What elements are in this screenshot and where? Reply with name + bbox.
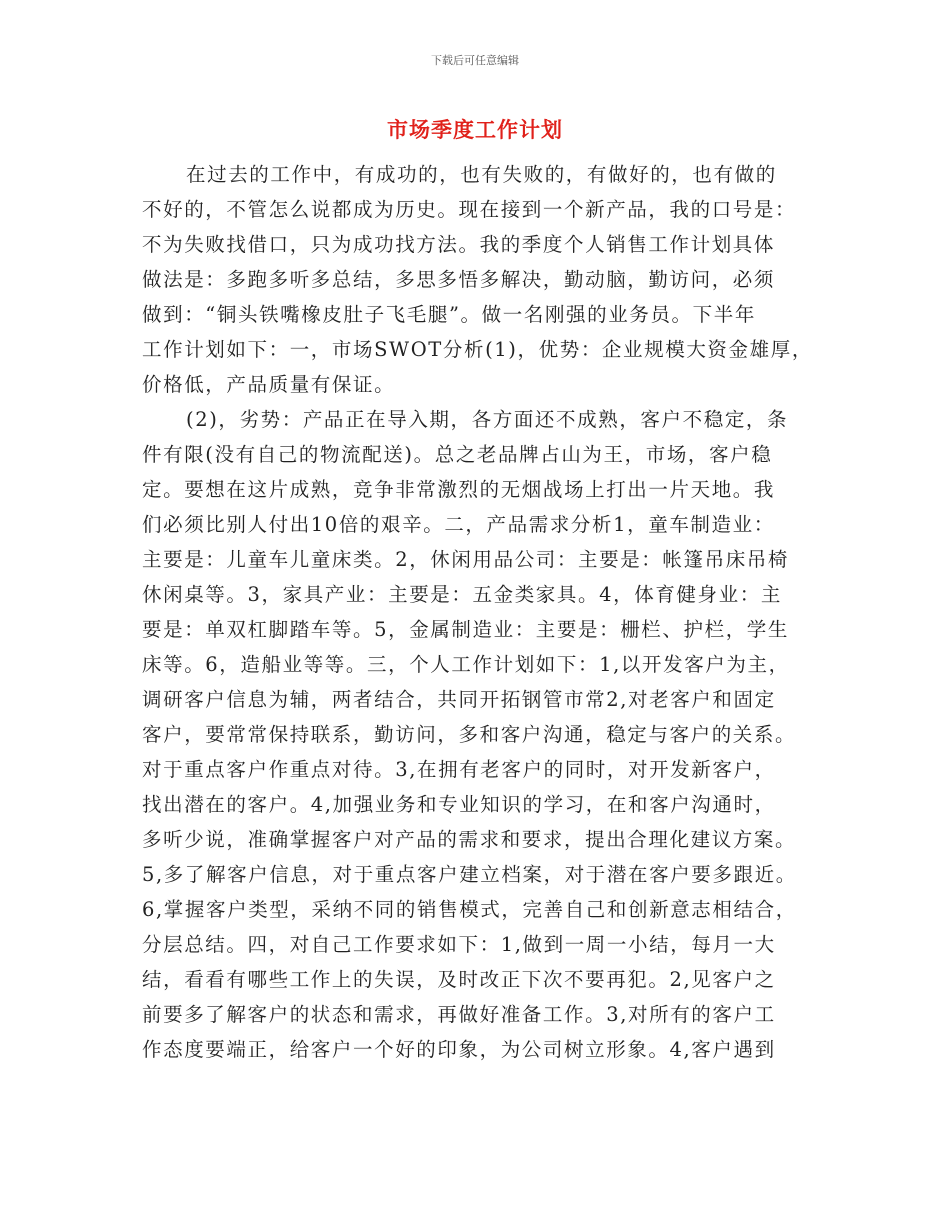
paragraph-line: 床等。6，造船业等等。三，个人工作计划如下：1,以开发客户为主，	[142, 653, 790, 676]
paragraph-line: 主要是：儿童车儿童床类。2，休闲用品公司：主要是：帐篷吊床吊椅	[142, 548, 790, 571]
paragraph-line: 定。要想在这片成熟，竞争非常激烈的无烟战场上打出一片天地。我	[142, 478, 776, 501]
paragraph-line: 调研客户信息为辅，两者结合，共同开拓钢管市常2,对老客户和固定	[142, 688, 776, 711]
paragraph-line: 不为失败找借口，只为成功找方法。我的季度个人销售工作计划具体	[142, 233, 776, 256]
paragraph-line: 在过去的工作中，有成功的，也有失败的，有做好的，也有做的	[186, 163, 777, 186]
paragraph-line: 前要多了解客户的状态和需求，再做好准备工作。3,对所有的客户工	[142, 1003, 776, 1026]
paragraph-line: 们必须比别人付出10倍的艰辛。二，产品需求分析1，童车制造业：	[142, 513, 775, 536]
paragraph-line: 对于重点客户作重点对待。3,在拥有老客户的同时，对开发新客户，	[142, 758, 776, 781]
paragraph-line: 件有限(没有自己的物流配送)。总之老品牌占山为王，市场，客户稳	[142, 443, 773, 466]
paragraph-line: 结，看看有哪些工作上的失误，及时改正下次不要再犯。2,见客户之	[142, 968, 776, 991]
paragraph-line: 价格低，产品质量有保证。	[142, 373, 396, 396]
paragraph-line: 不好的，不管怎么说都成为历史。现在接到一个新产品，我的口号是：	[142, 198, 797, 221]
paragraph-line: 5,多了解客户信息，对于重点客户建立档案，对于潜在客户要多跟近。	[142, 863, 797, 886]
paragraph-line: 6,掌握客户类型，采纳不同的销售模式，完善自己和创新意志相结合，	[142, 898, 797, 921]
paragraph-line: 多听少说，准确掌握客户对产品的需求和要求，提出合理化建议方案。	[142, 828, 797, 851]
paragraph-line: 要是：单双杠脚踏车等。5，金属制造业：主要是：栅栏、护栏，学生	[142, 618, 790, 641]
paragraph-line: 做到：“铜头铁嘴橡皮肚子飞毛腿”。做一名刚强的业务员。下半年	[142, 303, 756, 326]
paragraph-line: 客户，要常常保持联系，勤访问，多和客户沟通，稳定与客户的关系。	[142, 723, 797, 746]
header-note: 下载后可任意编辑	[431, 54, 519, 67]
paragraph-line: 分层总结。四，对自己工作要求如下：1,做到一周一小结，每月一大	[142, 933, 776, 956]
document-body	[142, 157, 822, 1067]
paragraph-line: 找出潜在的客户。4,加强业务和专业知识的学习，在和客户沟通时，	[142, 793, 776, 816]
document-title: 市场季度工作计划	[387, 118, 563, 142]
paragraph-line: 作态度要端正，给客户一个好的印象，为公司树立形象。4,客户遇到	[142, 1038, 776, 1061]
paragraph-line: 做法是：多跑多听多总结，多思多悟多解决，勤动脑，勤访问，必须	[142, 268, 776, 291]
paragraph-line: 工作计划如下：一，市场SWOT分析(1)，优势：企业规模大资金雄厚，	[142, 338, 813, 361]
paragraph-line: (2)，劣势：产品正在导入期，各方面还不成熟，客户不稳定，条	[186, 408, 789, 431]
paragraph-line: 休闲桌等。3，家具产业：主要是：五金类家具。4，体育健身业：主	[142, 583, 782, 606]
